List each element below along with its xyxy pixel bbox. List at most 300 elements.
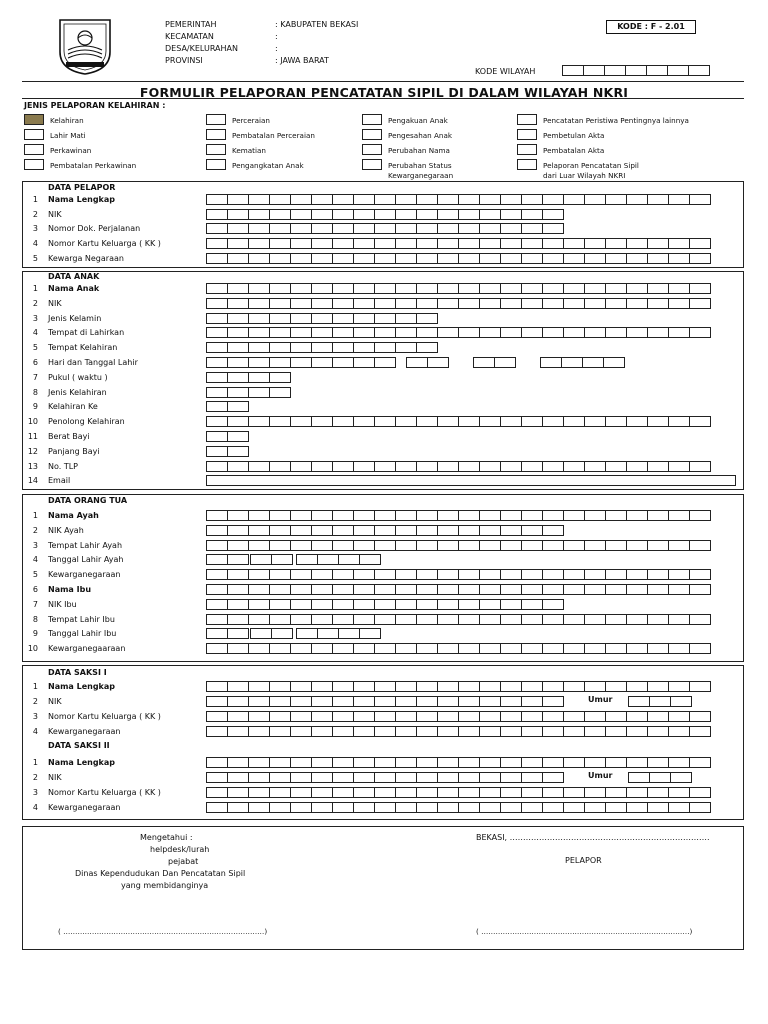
char-box[interactable] [269, 681, 291, 692]
char-box[interactable] [437, 238, 459, 249]
char-box[interactable] [563, 569, 585, 580]
char-box[interactable] [584, 283, 606, 294]
char-box[interactable] [311, 711, 333, 722]
char-box[interactable] [605, 416, 627, 427]
char-box[interactable] [395, 802, 417, 813]
char-box[interactable] [248, 461, 270, 472]
char-box[interactable] [311, 614, 333, 625]
char-box[interactable] [311, 194, 333, 205]
char-box[interactable] [437, 327, 459, 338]
char-box[interactable] [668, 194, 690, 205]
char-box[interactable] [605, 643, 627, 654]
char-box[interactable] [479, 327, 501, 338]
char-box[interactable] [628, 772, 650, 783]
char-box[interactable] [542, 711, 564, 722]
char-box[interactable] [395, 569, 417, 580]
char-box[interactable] [206, 342, 228, 353]
char-box[interactable] [269, 584, 291, 595]
char-box[interactable] [353, 298, 375, 309]
orang-tua-input[interactable] [206, 584, 710, 595]
char-box[interactable] [542, 757, 564, 768]
char-box[interactable] [584, 194, 606, 205]
char-box[interactable] [646, 65, 668, 76]
char-box[interactable] [563, 711, 585, 722]
char-box[interactable] [269, 525, 291, 536]
char-box[interactable] [542, 726, 564, 737]
char-box[interactable] [269, 696, 291, 707]
char-box[interactable] [416, 298, 438, 309]
char-box[interactable] [563, 283, 585, 294]
char-box[interactable] [626, 711, 648, 722]
char-box[interactable] [521, 209, 543, 220]
char-box[interactable] [290, 194, 312, 205]
char-box[interactable] [227, 253, 249, 264]
char-box[interactable] [206, 194, 228, 205]
char-box[interactable] [542, 787, 564, 798]
char-box[interactable] [670, 772, 692, 783]
char-box[interactable] [290, 696, 312, 707]
char-box[interactable] [605, 238, 627, 249]
char-box[interactable] [500, 643, 522, 654]
char-box[interactable] [563, 416, 585, 427]
char-box[interactable] [374, 681, 396, 692]
char-box[interactable] [605, 253, 627, 264]
char-box[interactable] [374, 194, 396, 205]
char-box[interactable] [437, 298, 459, 309]
char-box[interactable] [290, 298, 312, 309]
char-box[interactable] [647, 510, 669, 521]
char-box[interactable] [427, 357, 449, 368]
char-box[interactable] [353, 525, 375, 536]
char-box[interactable] [479, 726, 501, 737]
char-box[interactable] [248, 223, 270, 234]
char-box[interactable] [605, 540, 627, 551]
char-box[interactable] [563, 614, 585, 625]
char-box[interactable] [290, 461, 312, 472]
char-box[interactable] [395, 194, 417, 205]
char-box[interactable] [332, 569, 354, 580]
char-box[interactable] [332, 726, 354, 737]
char-box[interactable] [206, 401, 228, 412]
char-box[interactable] [290, 313, 312, 324]
char-box[interactable] [647, 540, 669, 551]
char-box[interactable] [542, 772, 564, 783]
char-box[interactable] [458, 569, 480, 580]
char-box[interactable] [290, 357, 312, 368]
char-box[interactable] [269, 540, 291, 551]
char-box[interactable] [311, 757, 333, 768]
char-box[interactable] [311, 726, 333, 737]
char-box[interactable] [458, 238, 480, 249]
char-box[interactable] [353, 416, 375, 427]
saksi-2-input[interactable] [206, 757, 710, 768]
char-box[interactable] [206, 540, 228, 551]
char-box[interactable] [458, 802, 480, 813]
char-box[interactable] [269, 599, 291, 610]
char-box[interactable] [668, 253, 690, 264]
char-box[interactable] [583, 65, 605, 76]
char-box[interactable] [374, 313, 396, 324]
char-box[interactable] [206, 387, 228, 398]
char-box[interactable] [563, 238, 585, 249]
char-box[interactable] [332, 757, 354, 768]
char-box[interactable] [395, 327, 417, 338]
char-box[interactable] [437, 757, 459, 768]
char-box[interactable] [395, 757, 417, 768]
char-box[interactable] [500, 772, 522, 783]
char-box[interactable] [647, 416, 669, 427]
char-box[interactable] [479, 298, 501, 309]
char-box[interactable] [416, 569, 438, 580]
char-box[interactable] [416, 461, 438, 472]
char-box[interactable] [269, 283, 291, 294]
char-box[interactable] [458, 757, 480, 768]
char-box[interactable] [227, 628, 249, 639]
char-box[interactable] [649, 696, 671, 707]
char-box[interactable] [521, 696, 543, 707]
char-box[interactable] [290, 599, 312, 610]
char-box[interactable] [584, 510, 606, 521]
char-box[interactable] [332, 802, 354, 813]
char-box[interactable] [479, 757, 501, 768]
char-box[interactable] [290, 681, 312, 692]
char-box[interactable] [668, 540, 690, 551]
char-box[interactable] [374, 253, 396, 264]
kode-wilayah-box[interactable] [562, 65, 709, 76]
char-box[interactable] [500, 283, 522, 294]
char-box[interactable] [458, 681, 480, 692]
char-box[interactable] [290, 342, 312, 353]
char-box[interactable] [542, 614, 564, 625]
char-box[interactable] [689, 726, 711, 737]
char-box[interactable] [437, 510, 459, 521]
checkbox-kelahiran[interactable] [24, 114, 44, 125]
char-box[interactable] [437, 599, 459, 610]
char-box[interactable] [437, 283, 459, 294]
char-box[interactable] [374, 802, 396, 813]
char-box[interactable] [668, 327, 690, 338]
char-box[interactable] [647, 787, 669, 798]
char-box[interactable] [248, 510, 270, 521]
char-box[interactable] [374, 327, 396, 338]
char-box[interactable] [416, 711, 438, 722]
char-box[interactable] [473, 357, 495, 368]
anak-input[interactable] [206, 401, 248, 412]
char-box[interactable] [248, 584, 270, 595]
char-box[interactable] [542, 599, 564, 610]
char-box[interactable] [248, 614, 270, 625]
char-box[interactable] [359, 628, 381, 639]
char-box[interactable] [626, 681, 648, 692]
char-box[interactable] [584, 461, 606, 472]
char-box[interactable] [290, 787, 312, 798]
char-box[interactable] [542, 209, 564, 220]
char-box[interactable] [542, 569, 564, 580]
char-box[interactable] [206, 253, 228, 264]
char-box[interactable] [689, 711, 711, 722]
char-box[interactable] [584, 298, 606, 309]
char-box[interactable] [437, 802, 459, 813]
char-box[interactable] [626, 253, 648, 264]
char-box[interactable] [269, 802, 291, 813]
char-box[interactable] [626, 327, 648, 338]
checkbox-perkawinan[interactable] [24, 144, 44, 155]
orang-tua-input[interactable] [250, 554, 292, 565]
char-box[interactable] [353, 614, 375, 625]
char-box[interactable] [521, 569, 543, 580]
char-box[interactable] [353, 342, 375, 353]
char-box[interactable] [374, 342, 396, 353]
anak-input[interactable] [406, 357, 448, 368]
char-box[interactable] [248, 372, 270, 383]
char-box[interactable] [269, 416, 291, 427]
char-box[interactable] [269, 313, 291, 324]
char-box[interactable] [584, 253, 606, 264]
char-box[interactable] [206, 446, 228, 457]
char-box[interactable] [563, 726, 585, 737]
char-box[interactable] [269, 726, 291, 737]
char-box[interactable] [500, 327, 522, 338]
char-box[interactable] [458, 643, 480, 654]
char-box[interactable] [668, 787, 690, 798]
char-box[interactable] [689, 238, 711, 249]
char-box[interactable] [416, 223, 438, 234]
char-box[interactable] [605, 283, 627, 294]
char-box[interactable] [458, 327, 480, 338]
char-box[interactable] [668, 584, 690, 595]
char-box[interactable] [521, 253, 543, 264]
char-box[interactable] [668, 461, 690, 472]
char-box[interactable] [500, 510, 522, 521]
char-box[interactable] [416, 757, 438, 768]
char-box[interactable] [227, 461, 249, 472]
char-box[interactable] [395, 238, 417, 249]
char-box[interactable] [647, 681, 669, 692]
char-box[interactable] [584, 416, 606, 427]
char-box[interactable] [521, 223, 543, 234]
checkbox-pembatalan-akta[interactable] [517, 144, 537, 155]
char-box[interactable] [416, 726, 438, 737]
char-box[interactable] [206, 757, 228, 768]
char-box[interactable] [647, 757, 669, 768]
char-box[interactable] [500, 584, 522, 595]
char-box[interactable] [521, 194, 543, 205]
char-box[interactable] [437, 643, 459, 654]
char-box[interactable] [269, 238, 291, 249]
char-box[interactable] [668, 283, 690, 294]
char-box[interactable] [311, 569, 333, 580]
char-box[interactable] [206, 726, 228, 737]
char-box[interactable] [437, 209, 459, 220]
char-box[interactable] [395, 584, 417, 595]
char-box[interactable] [206, 554, 228, 565]
char-box[interactable] [647, 711, 669, 722]
char-box[interactable] [458, 584, 480, 595]
char-box[interactable] [332, 681, 354, 692]
char-box[interactable] [563, 802, 585, 813]
char-box[interactable] [248, 787, 270, 798]
char-box[interactable] [374, 283, 396, 294]
char-box[interactable] [521, 525, 543, 536]
char-box[interactable] [206, 599, 228, 610]
char-box[interactable] [311, 787, 333, 798]
char-box[interactable] [500, 681, 522, 692]
char-box[interactable] [206, 525, 228, 536]
char-box[interactable] [584, 802, 606, 813]
char-box[interactable] [689, 298, 711, 309]
anak-input[interactable] [206, 446, 248, 457]
char-box[interactable] [584, 327, 606, 338]
char-box[interactable] [290, 569, 312, 580]
char-box[interactable] [479, 209, 501, 220]
char-box[interactable] [248, 313, 270, 324]
char-box[interactable] [458, 223, 480, 234]
char-box[interactable] [647, 253, 669, 264]
char-box[interactable] [563, 540, 585, 551]
char-box[interactable] [479, 711, 501, 722]
char-box[interactable] [626, 643, 648, 654]
checkbox-pengakuan-anak[interactable] [362, 114, 382, 125]
char-box[interactable] [416, 510, 438, 521]
char-box[interactable] [332, 357, 354, 368]
char-box[interactable] [561, 357, 583, 368]
char-box[interactable] [227, 757, 249, 768]
char-box[interactable] [332, 525, 354, 536]
char-box[interactable] [500, 461, 522, 472]
char-box[interactable] [584, 238, 606, 249]
char-box[interactable] [206, 357, 228, 368]
char-box[interactable] [668, 726, 690, 737]
char-box[interactable] [290, 238, 312, 249]
char-box[interactable] [311, 313, 333, 324]
char-box[interactable] [227, 510, 249, 521]
char-box[interactable] [374, 223, 396, 234]
char-box[interactable] [416, 802, 438, 813]
char-box[interactable] [584, 726, 606, 737]
char-box[interactable] [227, 802, 249, 813]
char-box[interactable] [437, 223, 459, 234]
char-box[interactable] [458, 540, 480, 551]
char-box[interactable] [584, 711, 606, 722]
char-box[interactable] [479, 510, 501, 521]
char-box[interactable] [479, 223, 501, 234]
char-box[interactable] [458, 787, 480, 798]
char-box[interactable] [584, 614, 606, 625]
char-box[interactable] [290, 772, 312, 783]
char-box[interactable] [311, 342, 333, 353]
char-box[interactable] [227, 446, 249, 457]
char-box[interactable] [458, 711, 480, 722]
char-box[interactable] [227, 525, 249, 536]
checkbox-pelaporan-pencatatan-sipil[interactable] [517, 159, 537, 170]
char-box[interactable] [206, 372, 228, 383]
char-box[interactable] [626, 298, 648, 309]
char-box[interactable] [227, 387, 249, 398]
umur-input[interactable] [628, 696, 691, 707]
char-box[interactable] [290, 726, 312, 737]
char-box[interactable] [563, 253, 585, 264]
char-box[interactable] [290, 327, 312, 338]
char-box[interactable] [206, 510, 228, 521]
char-box[interactable] [479, 253, 501, 264]
char-box[interactable] [227, 614, 249, 625]
char-box[interactable] [206, 681, 228, 692]
char-box[interactable] [311, 681, 333, 692]
char-box[interactable] [479, 416, 501, 427]
char-box[interactable] [269, 711, 291, 722]
saksi-2-input[interactable] [206, 802, 710, 813]
char-box[interactable] [542, 253, 564, 264]
char-box[interactable] [227, 599, 249, 610]
char-box[interactable] [227, 209, 249, 220]
char-box[interactable] [248, 253, 270, 264]
char-box[interactable] [206, 643, 228, 654]
saksi-2-input[interactable] [206, 772, 563, 783]
char-box[interactable] [458, 194, 480, 205]
char-box[interactable] [353, 283, 375, 294]
char-box[interactable] [521, 681, 543, 692]
char-box[interactable] [311, 283, 333, 294]
char-box[interactable] [416, 238, 438, 249]
char-box[interactable] [437, 787, 459, 798]
char-box[interactable] [248, 643, 270, 654]
char-box[interactable] [311, 584, 333, 595]
char-box[interactable] [353, 540, 375, 551]
char-box[interactable] [416, 283, 438, 294]
char-box[interactable] [227, 726, 249, 737]
char-box[interactable] [626, 757, 648, 768]
char-box[interactable] [521, 757, 543, 768]
char-box[interactable] [311, 510, 333, 521]
char-box[interactable] [479, 787, 501, 798]
char-box[interactable] [374, 696, 396, 707]
char-box[interactable] [374, 298, 396, 309]
char-box[interactable] [227, 313, 249, 324]
char-box[interactable] [584, 787, 606, 798]
char-box[interactable] [542, 461, 564, 472]
char-box[interactable] [353, 327, 375, 338]
char-box[interactable] [395, 209, 417, 220]
char-box[interactable] [395, 696, 417, 707]
char-box[interactable] [374, 711, 396, 722]
char-box[interactable] [668, 614, 690, 625]
char-box[interactable] [458, 253, 480, 264]
char-box[interactable] [437, 772, 459, 783]
char-box[interactable] [416, 787, 438, 798]
char-box[interactable] [269, 510, 291, 521]
char-box[interactable] [269, 342, 291, 353]
char-box[interactable] [374, 726, 396, 737]
char-box[interactable] [458, 525, 480, 536]
char-box[interactable] [542, 525, 564, 536]
char-box[interactable] [479, 461, 501, 472]
char-box[interactable] [584, 757, 606, 768]
char-box[interactable] [332, 313, 354, 324]
char-box[interactable] [521, 599, 543, 610]
char-box[interactable] [668, 802, 690, 813]
char-box[interactable] [437, 253, 459, 264]
char-box[interactable] [437, 540, 459, 551]
char-box[interactable] [248, 711, 270, 722]
char-box[interactable] [374, 510, 396, 521]
char-box[interactable] [689, 643, 711, 654]
char-box[interactable] [647, 327, 669, 338]
char-box[interactable] [626, 569, 648, 580]
char-box[interactable] [521, 416, 543, 427]
char-box[interactable] [647, 238, 669, 249]
char-box[interactable] [542, 416, 564, 427]
char-box[interactable] [227, 584, 249, 595]
